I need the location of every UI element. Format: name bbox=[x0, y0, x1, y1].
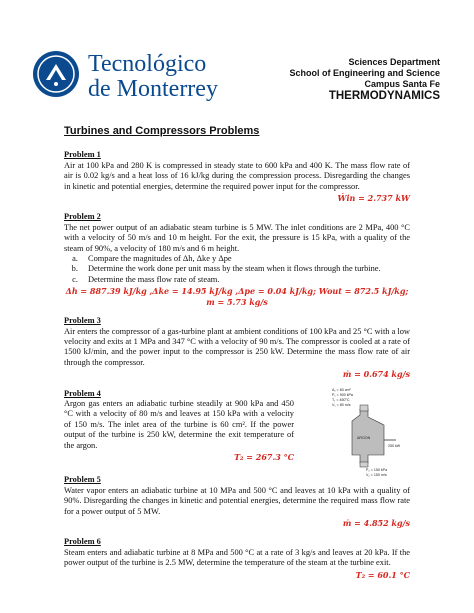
problem-title: Problem 2 bbox=[64, 212, 101, 222]
department-block bbox=[289, 57, 440, 102]
problem-answer: Ẇin = 2.737 kW bbox=[337, 193, 410, 204]
problem-title: Problem 4 bbox=[64, 388, 101, 398]
inlet-pipe bbox=[360, 405, 368, 411]
problem-answer: T₂ = 60.1 °C bbox=[355, 569, 410, 580]
fig-outlet-velocity: V₂ = 150 m/s bbox=[366, 472, 387, 477]
school-name: School of Engineering and Science bbox=[289, 68, 440, 78]
problem-2 bbox=[64, 212, 410, 307]
problem-title: Problem 1 bbox=[64, 150, 101, 160]
subitem-c: c. Determine the mass flow rate of steam. bbox=[80, 275, 410, 285]
problem-answer: ṁ = 4.852 kg/s bbox=[342, 518, 410, 528]
problem-answer: T₂ = 267.3 °C bbox=[234, 451, 294, 462]
fig-inlet-area: A₁ = 60 cm² bbox=[332, 387, 351, 392]
turbine-diagram bbox=[330, 385, 406, 477]
fig-outlet-pressure: P₂ = 150 kPa bbox=[366, 467, 388, 472]
institution-logo-text bbox=[88, 52, 218, 102]
problem-answer: Δh = 887.39 kJ/kg ,Δke = 14.95 kJ/kg ,Δpe = 0.04 kJ/kg; Wout = 872.5 kJ/kg; m = 5.73 kg/s bbox=[65, 286, 409, 307]
problem-answer: ṁ = 0.674 kg/s bbox=[342, 369, 410, 380]
fig-power-label: 250 kW bbox=[388, 443, 401, 448]
document-header bbox=[0, 0, 474, 110]
department-name: Sciences Department bbox=[348, 57, 440, 67]
logo-line-2: de Monterrey bbox=[88, 76, 218, 102]
problem-statement: Air at 100 kPa and 280 K is compressed in steady state to 600 kPa and 400 K. The mass flow rate of air is 0.02 kg/s and a heat loss of 16 kJ/kg during the compression process. Disregarding the changes in kinetic and potential energies, determine the required power input for the compressor. bbox=[64, 160, 410, 191]
problem-statement: The net power output of an adiabatic steam turbine is 5 MW. The inlet conditions are 2 MPa, 400 °C with a velocity of 50 m/s and 10 m height. For the exit, the pressure is 15 kPa, with a quality of the steam of 90%, a velocity of 180 m/s and 6 m height. bbox=[64, 222, 410, 253]
problem-statement: Air enters the compressor of a gas-turbine plant at ambient conditions of 100 kPa and 25 °C with a low velocity and exits at 1 MPa and 347 °C with a velocity of 90 m/s. The compressor is cooled at a rate of 1500 kJ/min, and the power input to the compressor is 250 kW. Determine the mass flow rate of air through the compressor. bbox=[64, 326, 410, 367]
document-title: Turbines and Compressors Problems bbox=[64, 125, 260, 137]
problem-statement: Steam enters and adiabatic turbine at 8 MPa and 500 °C at a rate of 3 kg/s and leaves at 20 kPa. If the power output of the turbine is 2.5 MW, determine the temperature of the steam at the turbine exit. bbox=[64, 547, 410, 568]
logo-line-1: Tecnológico bbox=[88, 51, 207, 77]
problem-6 bbox=[64, 537, 410, 580]
tec-seal-logo bbox=[32, 50, 80, 98]
problem-title: Problem 5 bbox=[64, 475, 101, 485]
campus-name: Campus Santa Fe bbox=[364, 79, 440, 89]
fig-inlet-pressure: P₁ = 900 kPa bbox=[332, 392, 353, 397]
problem-statement: Water vapor enters an adiabatic turbine at 10 MPa and 500 °C and leaves at 10 kPa with a quality of 90%. Disregarding the changes in kinetic and potential energies, determine the required mass flow rate for a power output of 5 MW. bbox=[64, 485, 410, 516]
subitem-b: b. Determine the work done per unit mass by the steam when it flows through the turbine. bbox=[80, 264, 410, 274]
fig-inlet-velocity: V₁ = 80 m/s bbox=[332, 402, 351, 407]
problem-4 bbox=[64, 387, 410, 477]
subitem-a: a. Compare the magnitudes of Δh, Δke y Δpe bbox=[80, 254, 410, 264]
problem-title: Problem 6 bbox=[64, 537, 101, 547]
fig-inlet-temperature: T₁ = 450°C bbox=[332, 397, 350, 402]
problem-title: Problem 3 bbox=[64, 316, 101, 326]
problem-subitems bbox=[64, 254, 410, 285]
outlet-pipe bbox=[360, 462, 368, 467]
problem-3 bbox=[64, 316, 410, 379]
document-body bbox=[64, 126, 410, 589]
fig-gas-label: ARGON bbox=[357, 435, 371, 440]
course-name: THERMODYNAMICS bbox=[328, 90, 440, 102]
problem-statement: Argon gas enters an adiabatic turbine steadily at 900 kPa and 450 °C with a velocity of 80 m/s and leaves at 150 kPa with a velocity of 150 m/s. The inlet area of the turbine is 60 cm². If the power output of the turbine is 250 kW, determine the exit temperature of the argon. bbox=[64, 398, 294, 450]
problem-1 bbox=[64, 150, 410, 203]
